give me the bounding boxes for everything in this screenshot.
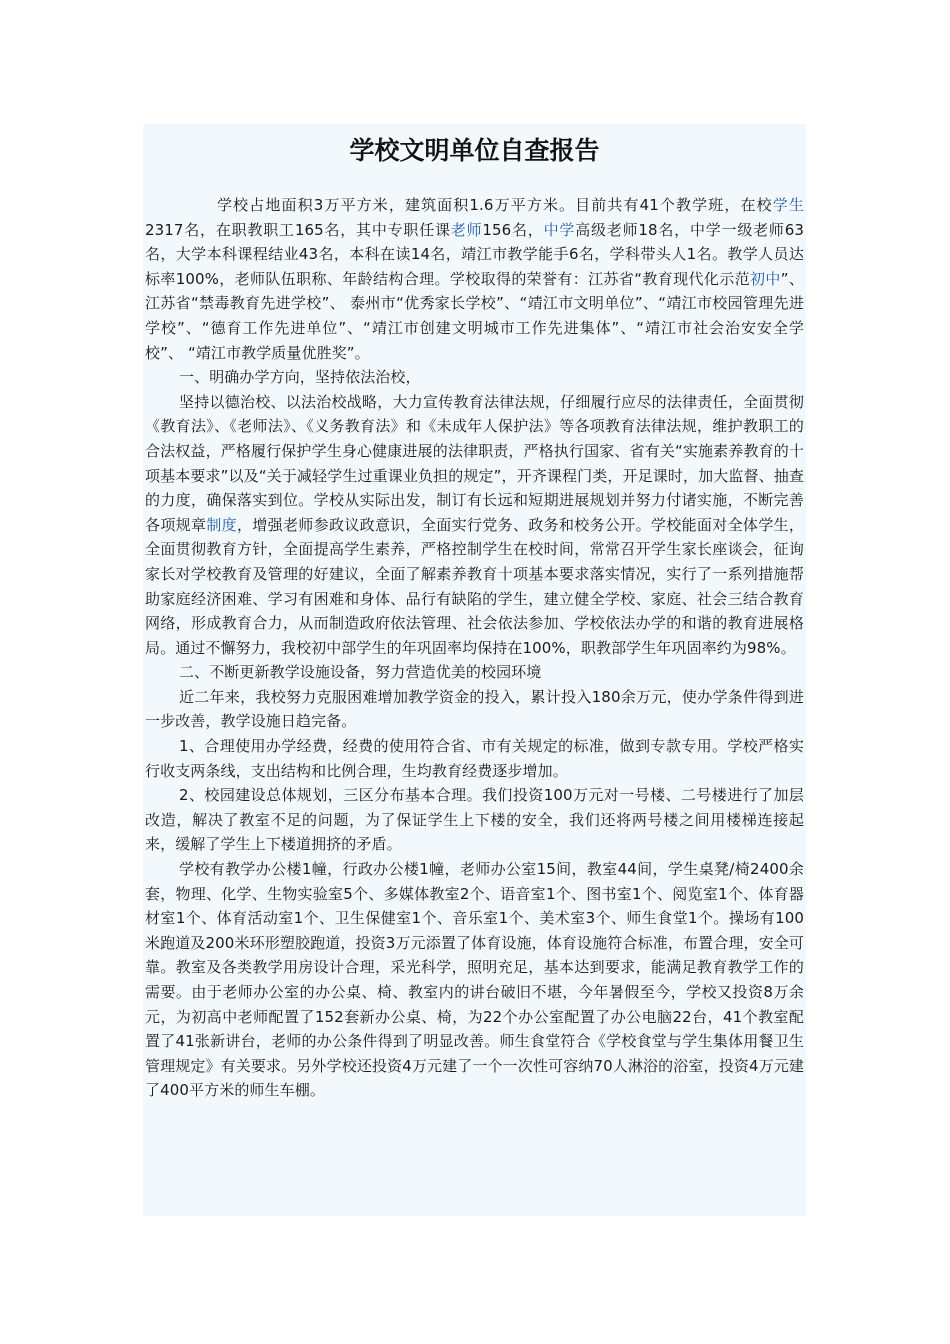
section-heading-2: 二、不断更新教学设施设备，努力营造优美的校园环境 — [179, 663, 542, 682]
link-system[interactable]: 制度 — [206, 515, 237, 534]
link-junior-high[interactable]: 初中 — [750, 269, 781, 288]
document-body — [143, 193, 806, 1103]
paragraph-rule-of-law: 坚持以德治校、以法治校战略，大力宣传教育法律法规，仔细履行应尽的法律责任，全面贯彻《教育法》、《老师法》、《义务教育法》和《未成年人保护法》等各项教育法律法规，维护教职工的合法权益，严格履行保护学生身心健康进展的法律职责，严格执行国家、省有关“实施素养教育的十项基本要求”以及“关于减轻学生过重课业负担的规定”，开齐课程门类，开足课时，加大监督、抽查的力度，确保落实到位。学校从实际出发，制订有长远和短期进展规划并努力付诸实施，不断完善各项规章制度，增强老师参政议政意识，全面实行党务、政务和校务公开。学校能面对全体学生，全面贯彻教育方针，全面提高学生素养，严格控制学生在校时间，常常召开学生家长座谈会，征询家长对学校教育及管理的好建议，全面了解素养教育十项基本要求落实情况，实行了一系列措施帮助家庭经济困难、学习有困难和身体、品行有缺陷的学生，建立健全学校、家庭、社会三结合教育网络，形成教育合力，从而制造政府依法管理、社会依法参加、学校依法办学的和谐的教育进展格局。通过不懈努力，我校初中部学生的年巩固率均保持在100%，职教部学生年巩固率约为98%。 — [145, 392, 804, 657]
document-title: 学校文明单位自查报告 — [349, 136, 600, 165]
link-students[interactable]: 学生 — [772, 196, 804, 214]
paragraph-funding: 1、合理使用办学经费，经费的使用符合省、市有关规定的标准，做到专款专用。学校严格实行收支两条线，支出结构和比例合理，生均教育经费逐步增加。 — [145, 737, 804, 780]
paragraph-campus-planning: 2、校园建设总体规划，三区分布基本合理。我们投资100万元对一号楼、二号楼进行了加层改造，解决了教室不足的问题，为了保证学生上下楼的安全，我们还将两号楼之间用楼梯连接起来，缓解了学生上下楼道拥挤的矛盾。 — [145, 786, 804, 854]
paragraph-facilities: 学校有教学办公楼1幢，行政办公楼1幢，老师办公室15间，教室44间，学生桌凳/椅2400余套，物理、化学、生物实验室5个、多媒体教室2个、语音室1个、图书室1个、阅览室1个、体育器材室1个、体育活动室1个、卫生保健室1个、音乐室1个、美术室3个、师生食堂1个。操场有100米跑道及200米环形塑胶跑道，投资3万元添置了体育设施，体育设施符合标准，布置合理，安全可靠。教室及各类教学用房设计合理，采光科学，照明充足，基本达到要求，能满足教育教学工作的需要。由于老师办公室的办公桌、椅、教室内的讲台破旧不堪，今年暑假至今，学校又投资8万余元，为初高中老师配置了152套新办公桌、椅，为22个办公室配置了办公电脑22台，41个教室配置了41张新讲台，老师的办公条件得到了明显改善。师生食堂符合《学校食堂与学生集体用餐卫生管理规定》有关要求。另外学校还投资4万元建了一个一次性可容纳70人淋浴的浴室，投资4万元建了400平方米的师生车棚。 — [145, 860, 804, 1100]
link-teachers[interactable]: 老师 — [450, 220, 483, 239]
paragraph-intro: 学校占地面积3万平方米，建筑面积1.6万平方米。目前共有41个教学班，在校学生2317名，在职教职工165名，其中专职任课老师156名，中学高级老师18名，中学一级老师63名，大学本科课程结业43名，本科在读14名，靖江市教学能手6名，学科带头人1名。教学人员达标率100%，老师队伍职称、年龄结构合理。学校取得的荣誉有：江苏省“教育现代化示范初中”、江苏省“禁毒教育先进学校”、 泰州市“优秀家长学校”、“靖江市文明单位”、“靖江市校园管理先进学校”、“德育工作先进单位”、“靖江市创建文明城市工作先进集体”、“靖江市社会治安安全学校”、 “靖江市教学质量优胜奖”。 — [145, 196, 804, 362]
link-middle-school[interactable]: 中学 — [543, 220, 576, 239]
document-page — [143, 124, 806, 1216]
paragraph-investment: 近二年来，我校努力克服困难增加教学资金的投入，累计投入180余万元，使办学条件得到进一步改善，教学设施日趋完备。 — [145, 687, 804, 731]
section-heading-1: 一、明确办学方向，坚持依法治校， — [179, 368, 421, 387]
